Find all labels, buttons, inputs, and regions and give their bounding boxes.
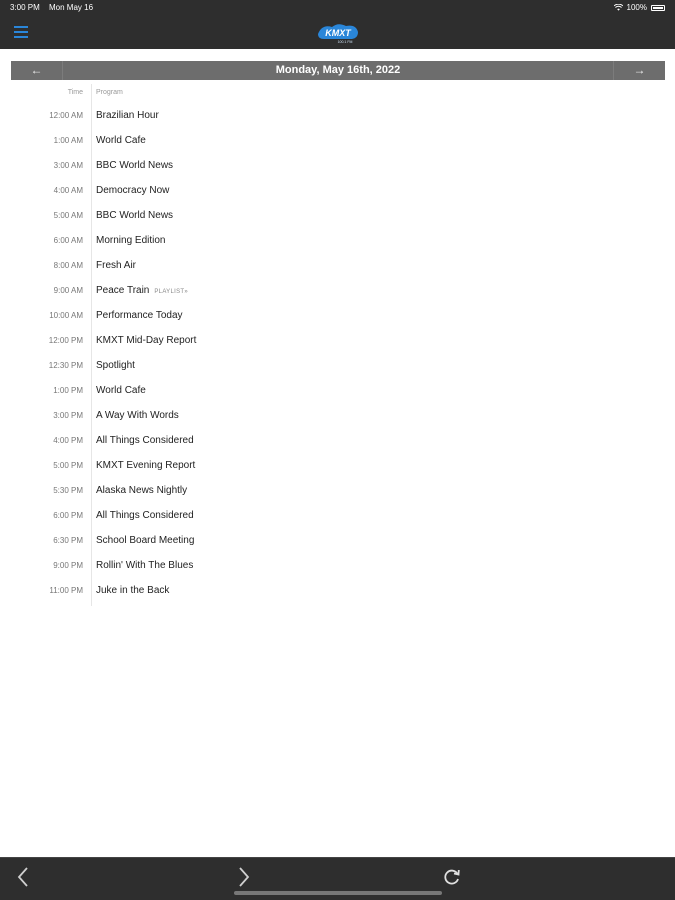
program-time: 6:30 PM: [53, 536, 83, 545]
program-time: 3:00 PM: [53, 411, 83, 420]
program-name[interactable]: [96, 535, 194, 546]
program-time: 5:00 PM: [53, 461, 83, 470]
schedule-row[interactable]: [11, 154, 665, 179]
forward-icon[interactable]: [231, 865, 255, 889]
program-name[interactable]: [96, 160, 173, 171]
program-time: 4:00 PM: [53, 436, 83, 445]
schedule-row[interactable]: [11, 454, 665, 479]
program-time: 9:00 AM: [53, 286, 83, 295]
status-date: Mon May 16: [49, 3, 94, 12]
program-title[interactable]: Peace Train: [96, 285, 150, 296]
schedule-row[interactable]: [11, 204, 665, 229]
program-name[interactable]: [96, 435, 194, 446]
program-time: 3:00 AM: [53, 161, 83, 170]
schedule-row[interactable]: [11, 104, 665, 129]
schedule-header: [11, 84, 665, 104]
schedule-row[interactable]: [11, 404, 665, 429]
program-title[interactable]: World Cafe: [96, 135, 146, 146]
program-time: 1:00 AM: [53, 136, 83, 145]
reload-icon[interactable]: [440, 865, 464, 889]
home-indicator: [234, 891, 442, 895]
next-day-button[interactable]: →: [613, 61, 665, 80]
program-title[interactable]: All Things Considered: [96, 510, 194, 521]
program-name[interactable]: [96, 460, 195, 471]
program-title[interactable]: Democracy Now: [96, 185, 170, 196]
program-title[interactable]: Brazilian Hour: [96, 110, 159, 121]
schedule-table: [11, 84, 665, 604]
program-time: 12:30 PM: [48, 361, 83, 370]
program-name[interactable]: [96, 210, 173, 221]
schedule-row[interactable]: [11, 229, 665, 254]
program-time: 6:00 AM: [53, 236, 83, 245]
program-title[interactable]: Alaska News Nightly: [96, 485, 188, 496]
program-time: 5:30 PM: [53, 486, 83, 495]
program-title[interactable]: Morning Edition: [96, 235, 166, 246]
program-name[interactable]: [96, 260, 136, 271]
status-right: [614, 3, 665, 12]
back-icon[interactable]: [12, 865, 36, 889]
program-time: 12:00 AM: [49, 111, 83, 120]
schedule-row[interactable]: [11, 279, 665, 304]
schedule-row[interactable]: [11, 354, 665, 379]
program-name[interactable]: [96, 560, 193, 571]
menu-icon[interactable]: [14, 26, 28, 38]
program-title[interactable]: Juke in the Back: [96, 585, 170, 596]
program-title[interactable]: Performance Today: [96, 310, 183, 321]
program-title[interactable]: A Way With Words: [96, 410, 179, 421]
program-title[interactable]: Fresh Air: [96, 260, 137, 271]
schedule-row[interactable]: [11, 329, 665, 354]
schedule-row[interactable]: [11, 254, 665, 279]
program-name[interactable]: [96, 335, 196, 346]
program-name[interactable]: [96, 485, 187, 496]
program-time: 11:00 PM: [49, 586, 83, 595]
program-title[interactable]: BBC World News: [96, 160, 174, 171]
program-name[interactable]: [96, 135, 146, 146]
wifi-icon: [614, 4, 623, 11]
playlist-link[interactable]: PLAYLIST»: [154, 289, 188, 295]
program-time: 10:00 AM: [49, 311, 83, 320]
program-time: 5:00 AM: [53, 211, 83, 220]
schedule-row[interactable]: [11, 529, 665, 554]
status-bar: [0, 0, 675, 16]
program-name[interactable]: [96, 285, 188, 296]
program-time: 8:00 AM: [53, 261, 83, 270]
program-name[interactable]: [96, 510, 194, 521]
program-title[interactable]: BBC World News: [96, 210, 174, 221]
schedule-row[interactable]: [11, 554, 665, 579]
program-time: 4:00 AM: [53, 186, 83, 195]
schedule-row[interactable]: [11, 429, 665, 454]
schedule-row[interactable]: [11, 304, 665, 329]
schedule-date-title: Monday, May 16th, 2022: [275, 64, 401, 76]
time-column-header: Time: [67, 89, 83, 96]
status-time: 3:00 PM: [10, 3, 40, 12]
schedule-row[interactable]: [11, 129, 665, 154]
program-title[interactable]: School Board Meeting: [96, 535, 195, 546]
program-title[interactable]: World Cafe: [96, 385, 146, 396]
app-header: [0, 16, 675, 49]
program-title[interactable]: Spotlight: [96, 360, 135, 371]
svg-text:100.1 FM: 100.1 FM: [337, 40, 353, 44]
program-column-header: Program: [96, 89, 123, 96]
program-title[interactable]: KMXT Evening Report: [96, 460, 196, 471]
program-name[interactable]: [96, 410, 179, 421]
program-time: 6:00 PM: [53, 511, 83, 520]
program-title[interactable]: Rollin' With The Blues: [96, 560, 194, 571]
schedule-row[interactable]: [11, 579, 665, 604]
program-name[interactable]: [96, 235, 165, 246]
schedule-rows: [11, 104, 665, 604]
svg-text:KMXT: KMXT: [325, 28, 351, 38]
schedule-row[interactable]: [11, 379, 665, 404]
schedule-row[interactable]: [11, 179, 665, 204]
schedule-row[interactable]: [11, 504, 665, 529]
previous-day-button[interactable]: ←: [11, 61, 63, 80]
kmxt-logo: [316, 22, 360, 44]
program-title[interactable]: KMXT Mid-Day Report: [96, 335, 197, 346]
program-time: 12:00 PM: [48, 336, 83, 345]
battery-percent: 100%: [626, 3, 647, 12]
program-time: 9:00 PM: [53, 561, 83, 570]
program-name[interactable]: [96, 585, 169, 596]
program-name[interactable]: [96, 385, 146, 396]
program-time: 1:00 PM: [53, 386, 83, 395]
battery-icon: [651, 5, 665, 11]
program-name[interactable]: [96, 110, 159, 121]
program-name[interactable]: [96, 310, 183, 321]
program-name[interactable]: [96, 360, 135, 371]
program-title[interactable]: All Things Considered: [96, 435, 194, 446]
program-name[interactable]: [96, 185, 169, 196]
day-navigation: [11, 61, 665, 80]
schedule-row[interactable]: [11, 479, 665, 504]
